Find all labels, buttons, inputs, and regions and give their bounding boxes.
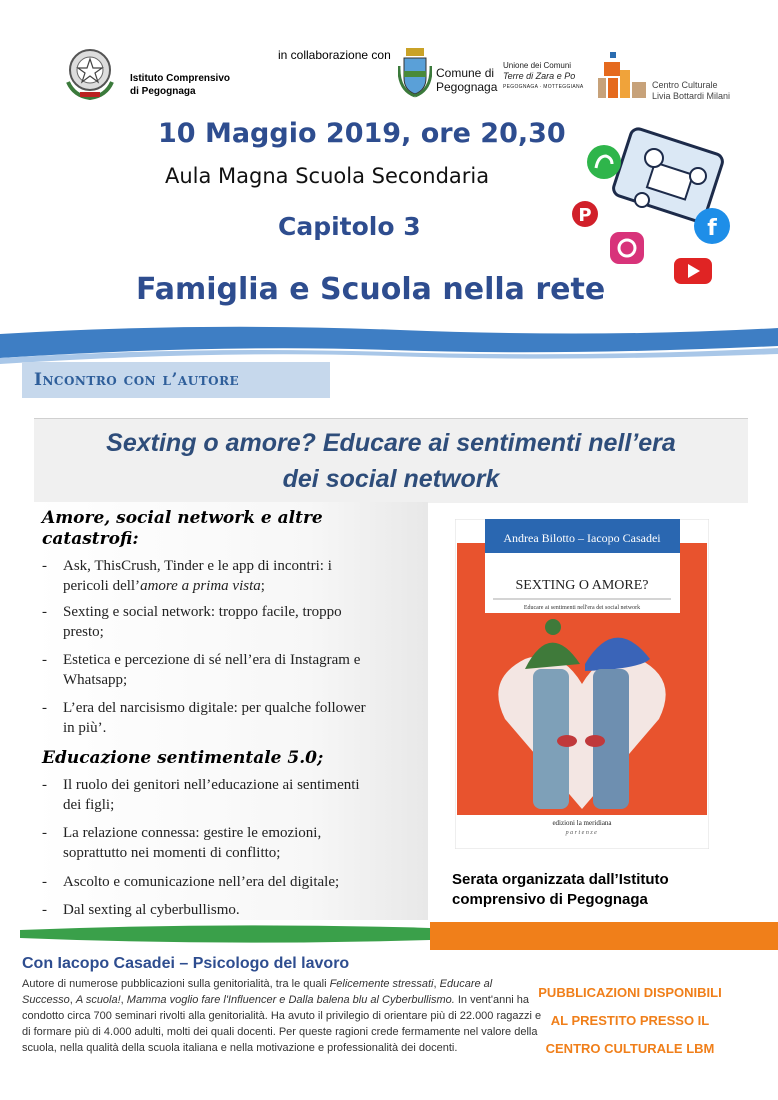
list-item-emphasis: amore a prima vista — [140, 578, 261, 594]
author-bio-text: Autore di numerose pubblicazioni sulla genitorialità, tra le quali — [22, 978, 330, 990]
list-item-line: in più’. — [63, 720, 107, 736]
organizer-note — [452, 870, 669, 910]
book-title-box — [34, 418, 748, 503]
list-item-line: dei figli; — [63, 797, 115, 813]
list-item-line: Estetica e percezione di sé nell’era di Instagram e — [63, 652, 361, 668]
unione-comuni-logo — [503, 60, 584, 93]
pinterest-icon — [572, 201, 598, 227]
event-main-title: Famiglia e Scuola nella rete — [136, 272, 606, 307]
author-book-title: Felicemente stressati — [329, 978, 434, 990]
author-bio-text: , — [69, 994, 76, 1006]
green-wave-divider — [20, 924, 430, 944]
social-media-illustration — [572, 118, 732, 288]
author-bio-text: In vent'anni ha condotto circa 700 seminari rivolti alla genitorialità. Ha avuto il privilegio di orientare più di 22.000 ragazzi e di formare più di 4.000 adulti, molti dei quali docenti. Per queste ragioni crede fermamente nel valore della scuola, nella qualità della scuola italiana e nella motivazione e professionalità dei docenti. — [22, 994, 542, 1054]
author-bio — [22, 976, 542, 1056]
lbm-line2: Livia Bottardi Milani — [652, 91, 731, 101]
collaboration-label: in collaborazione con — [278, 48, 391, 62]
list-item-line: presto; — [63, 624, 104, 640]
list-item-line: Il ruolo dei genitori nell’educazione ai sentimenti — [63, 777, 360, 793]
comune-line2: Pegognaga — [436, 80, 498, 94]
topics-heading-1-line2: catastrofi: — [42, 529, 139, 549]
list-item-line: Dal sexting al cyberbullismo. — [63, 902, 240, 918]
comune-logo-text — [436, 66, 497, 94]
comune-line1: Comune di — [436, 66, 495, 80]
event-venue: Aula Magna Scuola Secondaria — [165, 164, 490, 188]
list-item-line: soprattutto nei momenti di conflitto; — [63, 845, 281, 861]
book-title-line2: dei social network — [282, 465, 500, 493]
cover-series: partenze — [565, 830, 599, 836]
list-item-line: La relazione connessa: gestire le emozioni, — [63, 825, 322, 841]
author-heading: Con Iacopo Casadei – Psicologo del lavoro — [22, 955, 350, 972]
list-item-line: Whatsapp; — [63, 672, 128, 688]
event-date: 10 Maggio 2019, ore 20,30 — [158, 118, 566, 149]
list-item-line: L’era del narcisismo digitale: per qualche follower — [63, 700, 366, 716]
cover-title: SEXTING O AMORE? — [515, 578, 649, 593]
whatsapp-icon — [587, 145, 621, 179]
blue-wave-divider — [0, 322, 778, 364]
instagram-icon — [610, 232, 644, 264]
publications-line1: PUBBLICAZIONI DISPONIBILI — [538, 985, 722, 1000]
svg-text:f: f — [707, 216, 717, 241]
book-title-line1: Sexting o amore? Educare ai sentimenti nell’era — [106, 429, 676, 457]
list-item-line: Sexting e social network: troppo facile, troppo — [63, 604, 342, 620]
publications-line3: CENTRO CULTURALE LBM — [545, 1041, 715, 1056]
lbm-line1: Centro Culturale — [652, 80, 718, 90]
list-item-line: Ascolto e comunicazione nell’era del digitale; — [63, 874, 340, 890]
orange-band — [430, 922, 778, 950]
unione-line2: Terre di Zara e Po — [503, 71, 576, 81]
svg-text:P: P — [578, 205, 592, 226]
school-name-line2: di Pegognaga — [130, 86, 196, 97]
author-bio-text: , — [433, 978, 440, 990]
facebook-icon — [694, 208, 730, 244]
lbm-logo-icon — [596, 52, 648, 100]
organizer-line2: comprensivo di Pegognaga — [452, 891, 648, 908]
cover-authors: Andrea Bilotto – Iacopo Casadei — [503, 531, 661, 545]
book-cover — [455, 519, 709, 849]
unione-line3: PEGOGNAGA · MOTTEGGIANA — [503, 84, 584, 90]
author-bio-text: , — [120, 994, 127, 1006]
author-book-title: Educare al Successo — [22, 978, 493, 1006]
list-item-text: pericoli dell’ — [63, 578, 141, 594]
section-tag-label: Incontro con l’autore — [34, 370, 240, 390]
organizer-line1: Serata organizzata dall’Istituto — [452, 871, 669, 888]
section-tag — [22, 362, 330, 398]
topics-heading-1-line1: Amore, social network e altre — [42, 508, 323, 528]
lbm-logo-text — [652, 80, 730, 102]
unione-line1: Unione dei Comuni — [503, 61, 572, 70]
cover-subtitle: Educare ai sentimenti nell'era dei social network — [523, 605, 641, 611]
school-name-line1: Istituto Comprensivo — [130, 73, 231, 84]
list-item-text: ; — [260, 578, 265, 594]
topics-heading-2: Educazione sentimentale 5.0; — [42, 748, 324, 768]
school-name — [130, 72, 230, 98]
list-item-line: Ask, ThisCrush, Tinder e le app di incontri: i — [63, 558, 332, 574]
cover-publisher: edizioni la meridiana — [552, 819, 612, 827]
publications-line2: AL PRESTITO PRESSO IL — [550, 1013, 710, 1028]
comune-crest-icon — [398, 46, 432, 98]
youtube-icon — [674, 258, 712, 284]
topics-heading-1 — [42, 508, 372, 550]
chapter-title: Capitolo 3 — [278, 212, 421, 241]
list-item-line — [63, 576, 443, 596]
italian-republic-emblem — [60, 42, 120, 102]
author-book-title: Mamma voglio fare l'Influencer e Dalla balena blu al Cyberbullismo. — [126, 994, 455, 1006]
author-book-title: A scuola! — [75, 994, 121, 1006]
